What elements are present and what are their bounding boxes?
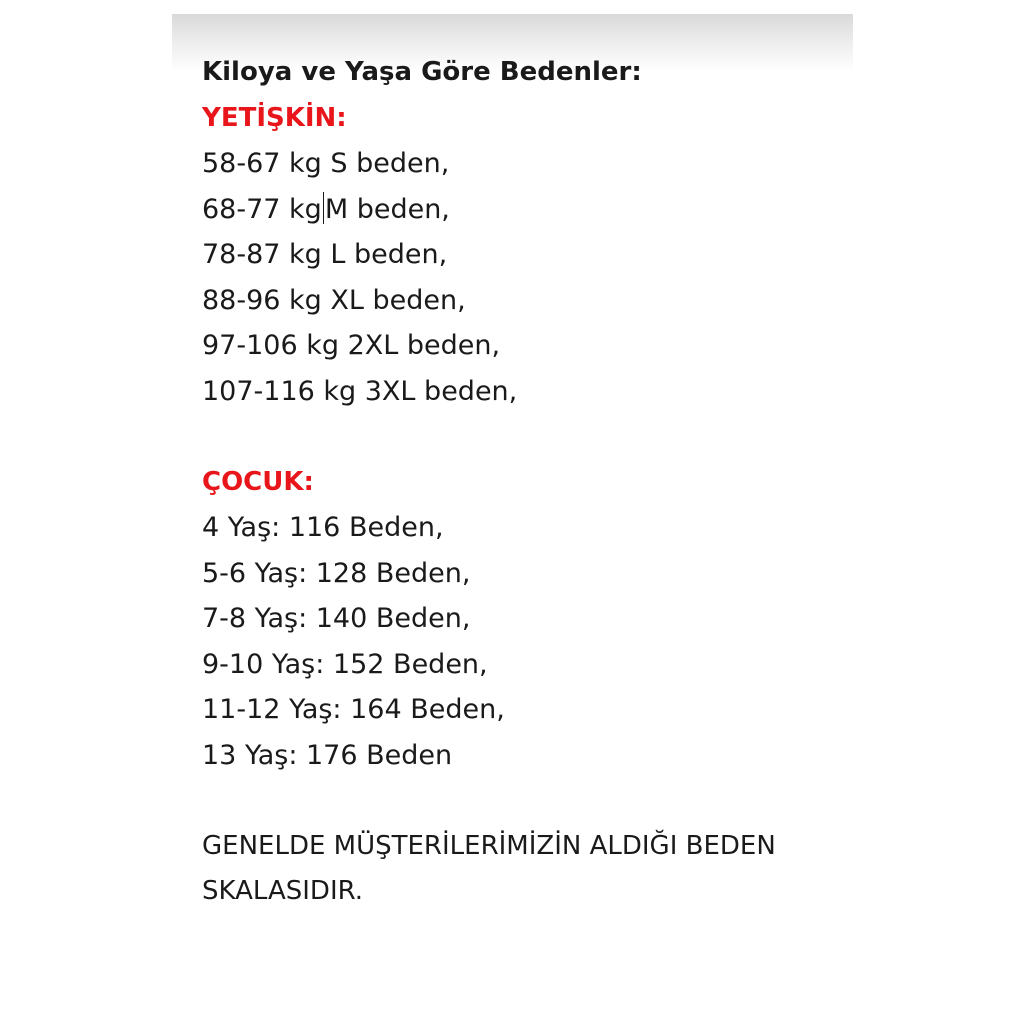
section-spacer <box>202 778 862 824</box>
closing-note-line-2: SKALASIDIR. <box>202 876 364 906</box>
adult-heading: YETİŞKİN: <box>202 102 347 133</box>
section-spacer <box>202 414 862 460</box>
child-size-row: 9-10 Yaş: 152 Beden, <box>202 648 488 680</box>
child-heading: ÇOCUK: <box>202 466 314 497</box>
adult-size-row: 107-116 kg 3XL beden, <box>202 375 518 407</box>
document-title: Kiloya ve Yaşa Göre Bedenler: <box>202 57 642 87</box>
adult-size-row-size: M beden, <box>324 193 450 225</box>
child-size-row: 11-12 Yaş: 164 Beden, <box>202 694 505 725</box>
adult-size-row-weight: 68-77 kg <box>202 193 322 225</box>
child-size-row: 5-6 Yaş: 128 Beden, <box>202 557 471 589</box>
child-size-row: 13 Yaş: 176 Beden <box>202 739 453 771</box>
adult-size-row: 78-87 kg L beden, <box>202 239 448 270</box>
adult-size-row: 58-67 kg S beden, <box>202 148 450 179</box>
adult-size-row: 88-96 kg XL beden, <box>202 284 466 316</box>
closing-note-line-1: GENELDE MÜŞTERİLERİMİZİN ALDIĞI BEDEN <box>202 830 776 861</box>
adult-size-row: 97-106 kg 2XL beden, <box>202 330 501 361</box>
child-size-row: 7-8 Yaş: 140 Beden, <box>202 603 471 634</box>
child-size-row: 4 Yaş: 116 Beden, <box>202 512 444 543</box>
text-cursor <box>323 192 324 224</box>
document-body <box>202 50 862 915</box>
adult-size-row <box>202 187 862 233</box>
